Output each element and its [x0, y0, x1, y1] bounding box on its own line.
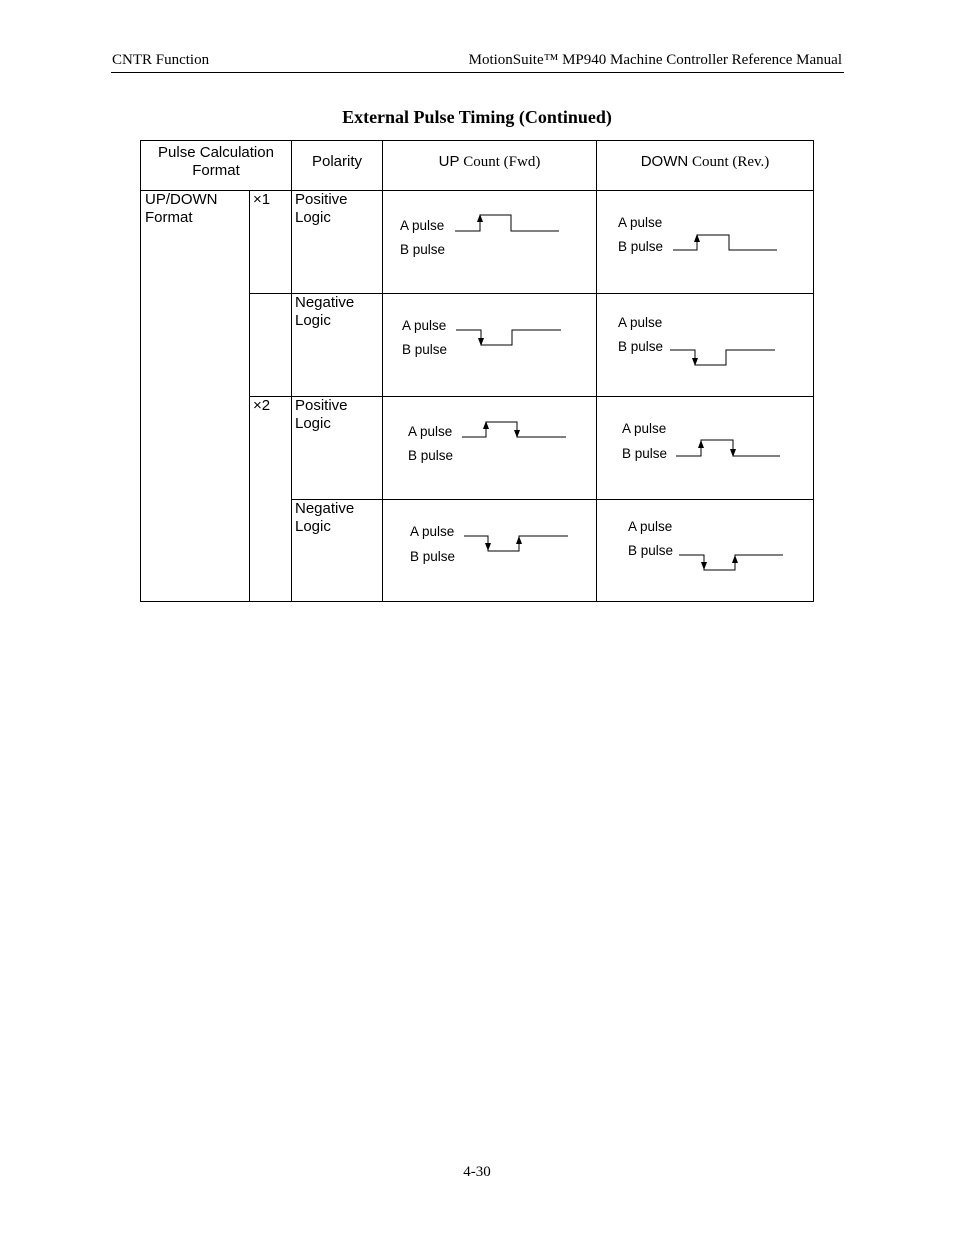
format-up-down: UP/DOWN Format	[145, 191, 218, 226]
a-pulse-label: A pulse	[402, 318, 447, 333]
waveform-up-x1-negative	[456, 330, 561, 345]
waveform-down-x1-negative	[670, 350, 775, 365]
multiplier-x2: ×2	[253, 397, 271, 414]
table-title: External Pulse Timing (Continued)	[342, 107, 612, 127]
running-header-manual-title: MotionSuite™ MP940 Machine Controller Reference Manual	[468, 52, 842, 68]
b-pulse-label: B pulse	[628, 543, 674, 558]
header-up-count: UP Count (Fwd)	[438, 153, 541, 170]
polarity-row-1: Positive Logic	[295, 191, 348, 226]
b-pulse-label: B pulse	[410, 549, 456, 564]
b-pulse-label: B pulse	[408, 448, 454, 463]
a-pulse-label: A pulse	[408, 424, 453, 439]
a-pulse-label: A pulse	[622, 421, 667, 436]
multiplier-x1: ×1	[253, 191, 271, 208]
header-polarity: Polarity	[311, 153, 363, 170]
waveform-up-x1-positive	[455, 215, 559, 231]
b-pulse-label: B pulse	[618, 339, 664, 354]
running-header-section: CNTR Function	[112, 52, 210, 68]
a-pulse-label: A pulse	[618, 315, 663, 330]
a-pulse-label: A pulse	[618, 215, 663, 230]
b-pulse-label: B pulse	[400, 242, 446, 257]
a-pulse-label: A pulse	[410, 524, 455, 539]
b-pulse-label: B pulse	[618, 239, 664, 254]
waveform-up-x2-negative	[464, 536, 568, 551]
page-number: 4-30	[463, 1164, 491, 1180]
polarity-row-2: Negative Logic	[295, 294, 355, 329]
polarity-row-4: Negative Logic	[295, 500, 355, 535]
b-pulse-label: B pulse	[402, 342, 448, 357]
waveform-down-x2-negative	[679, 555, 783, 570]
header-pulse-calculation-format: Pulse Calculation Format	[158, 144, 274, 179]
waveform-down-x2-positive	[676, 440, 780, 456]
a-pulse-label: A pulse	[400, 218, 445, 233]
b-pulse-label: B pulse	[622, 446, 668, 461]
polarity-row-3: Positive Logic	[295, 397, 348, 432]
waveform-down-x1-positive	[673, 235, 777, 250]
waveform-up-x2-positive	[462, 422, 566, 437]
header-down-count: DOWN Count (Rev.)	[640, 153, 770, 170]
a-pulse-label: A pulse	[628, 519, 673, 534]
